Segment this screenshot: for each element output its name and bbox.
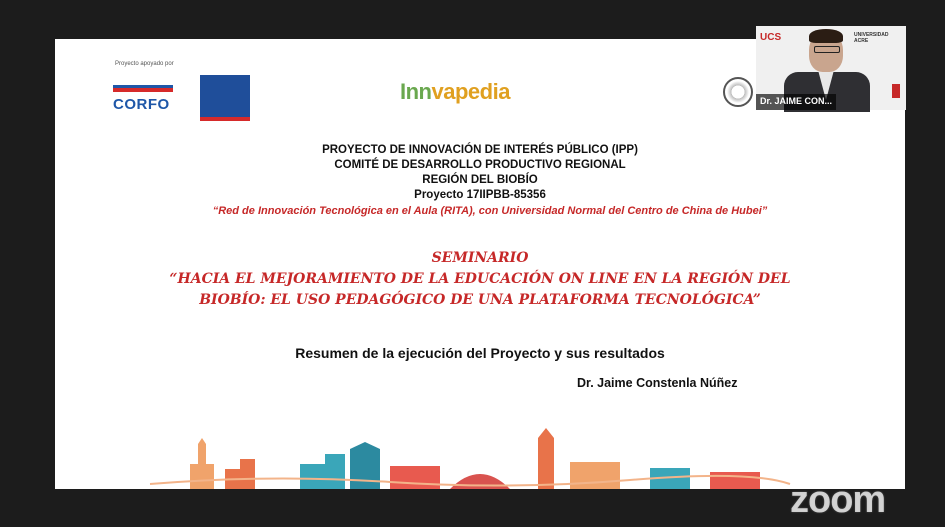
project-code: Proyecto 17IIPBB-85356 bbox=[414, 189, 546, 201]
seminar-title-line-2: BIOBÍO: EL USO PEDAGÓGICO DE UNA PLATAFORMA TECNOLÓGICA” bbox=[199, 292, 761, 308]
ucs-logo: UCS bbox=[760, 32, 782, 43]
corfo-logo-text: CORFO bbox=[113, 96, 170, 113]
university-seal-logo bbox=[723, 77, 753, 107]
participant-video-tile[interactable] bbox=[756, 26, 906, 110]
presentation-summary: Resumen de la ejecución del Proyecto y sus resultados bbox=[295, 345, 665, 361]
presenter-name: Dr. Jaime Constenla Núñez bbox=[577, 376, 738, 390]
background-red-logo bbox=[892, 84, 900, 98]
corfo-logo bbox=[113, 85, 188, 111]
heading-line-2: COMITÉ DE DESARROLLO PRODUCTIVO REGIONAL bbox=[334, 159, 626, 171]
city-skyline-illustration bbox=[150, 424, 790, 489]
project-title: “Red de Innovación Tecnológica en el Aula (RITA), con Universidad Normal del Centro de China de Hubei” bbox=[212, 205, 768, 217]
innovapedia-logo-text-a: Inn bbox=[400, 79, 432, 104]
innovapedia-logo-text-b: vapedia bbox=[431, 79, 510, 104]
participant-name-label: Dr. JAIME CON... bbox=[756, 94, 836, 110]
university-logo-text: UNIVERSIDAD ACRE bbox=[854, 32, 889, 44]
innovapedia-logo bbox=[400, 79, 540, 124]
seminar-title-line-1: “HACIA EL MEJORAMIENTO DE LA EDUCACIÓN ON LINE EN LA REGIÓN DEL bbox=[169, 271, 791, 287]
participant-hair bbox=[809, 29, 843, 43]
seminar-label: SEMINARIO bbox=[431, 250, 529, 266]
heading-line-3: REGIÓN DEL BIOBÍO bbox=[422, 174, 538, 186]
participant-glasses bbox=[814, 46, 840, 53]
support-label: Proyecto apoyado por bbox=[115, 61, 174, 67]
heading-line-1: PROYECTO DE INNOVACIÓN DE INTERÉS PÚBLICO (IPP) bbox=[322, 144, 638, 156]
government-logo bbox=[200, 75, 250, 121]
zoom-watermark: zoom bbox=[790, 479, 886, 521]
